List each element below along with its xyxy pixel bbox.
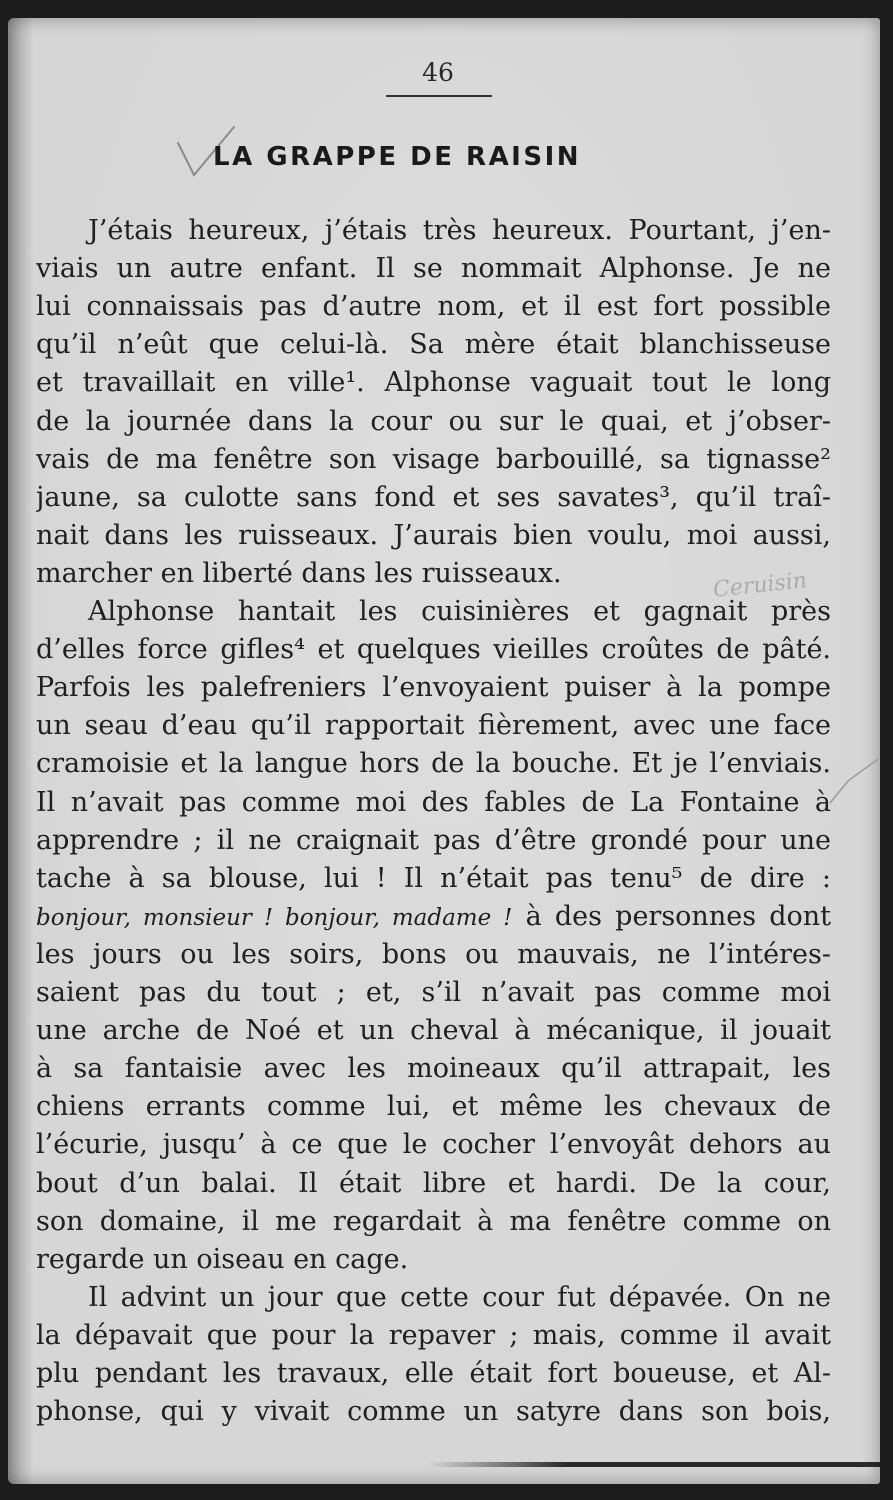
text-line: à sa fantaisie avec les moineaux qu’il attrapait, les — [36, 1053, 831, 1085]
text-line: vais de ma fenêtre son visage barbouillé, sa tignasse² — [36, 443, 831, 475]
pencil-stroke-icon — [828, 753, 880, 808]
text-line: Alphonse hantait les cuisinières et gagnait près — [88, 596, 831, 627]
text-line: qu’il n’eût que celui-là. Sa mère était blanchisseuse — [36, 329, 831, 361]
text-line: lui connaissais pas d’autre nom, et il est fort possible — [36, 291, 831, 323]
page-bottom-shadow — [428, 1462, 880, 1467]
text-line: J’étais heureux, j’étais très heureux. Pourtant, j’en- — [88, 215, 831, 246]
text-line: Parfois les palefreniers l’envoyaient puiser à la pompe — [36, 672, 831, 704]
text-line: tache à sa blouse, lui ! Il n’était pas tenu⁵ de dire : — [36, 862, 831, 894]
chapter-title: LA GRAPPE DE RAISIN — [213, 142, 582, 172]
text-line: Il advint un jour que cette cour fut dépavée. On ne — [88, 1281, 831, 1313]
page-number: 46 — [422, 58, 454, 87]
text-line: nait dans les ruisseaux. J’aurais bien voulu, moi aussi, — [36, 519, 831, 551]
text-line: saient pas du tout ; et, s’il n’avait pas comme moi — [36, 977, 831, 1008]
text-line: la dépavait que pour la repaver ; mais, comme il avait — [36, 1319, 831, 1351]
text-line: les jours ou les soirs, bons ou mauvais, ne l’intéres- — [36, 938, 831, 970]
text-line: marcher en liberté dans les ruisseaux. — [36, 557, 562, 589]
text-line: apprendre ; il ne craignait pas d’être grondé pour une — [36, 824, 831, 856]
text-line: chiens errants comme lui, et même les chevaux de — [36, 1091, 831, 1123]
text-line: une arche de Noé et un cheval à mécanique, il jouait — [36, 1015, 831, 1047]
text-line: jaune, sa culotte sans fond et ses savates³, qu’il traî- — [36, 481, 831, 513]
text-line: l’écurie, jusqu’ à ce que le cocher l’envoyât dehors au — [36, 1129, 831, 1161]
text-line: et travaillait en ville¹. Alphonse vaguait tout le long — [36, 367, 831, 399]
text-line: viais un autre enfant. Il se nommait Alphonse. Je ne — [36, 253, 831, 285]
text-line — [36, 900, 831, 935]
italic-phrase: bonjour, monsieur ! bonjour, madame ! — [36, 904, 513, 931]
text-line: phonse, qui y vivait comme un satyre dans son bois, — [36, 1396, 831, 1428]
page-number-rule — [386, 95, 492, 97]
book-page — [8, 18, 880, 1484]
text-line: de la journée dans la cour ou sur le quai, et j’obser- — [36, 405, 831, 437]
text-line: bout d’un balai. Il était libre et hardi. De la cour, — [36, 1167, 831, 1199]
text-line: d’elles force gifles⁴ et quelques vieilles croûtes de pâté. — [36, 634, 831, 666]
text-line: plu pendant les travaux, elle était fort boueuse, et Al- — [36, 1358, 831, 1389]
text-line: regarde un oiseau en cage. — [36, 1243, 409, 1275]
pencil-margin-note: Ceruisin — [711, 568, 809, 603]
text-line: son domaine, il me regardait à ma fenêtre comme on — [36, 1205, 831, 1237]
text-line: un seau d’eau qu’il rapportait fièrement, avec une face — [36, 710, 831, 742]
text-line: cramoisie et la langue hors de la bouche. Et je l’enviais. — [36, 748, 831, 780]
text-line-rest: à des personnes dont — [512, 900, 831, 932]
text-line: Il n’avait pas comme moi des fables de La Fontaine à — [36, 786, 831, 818]
